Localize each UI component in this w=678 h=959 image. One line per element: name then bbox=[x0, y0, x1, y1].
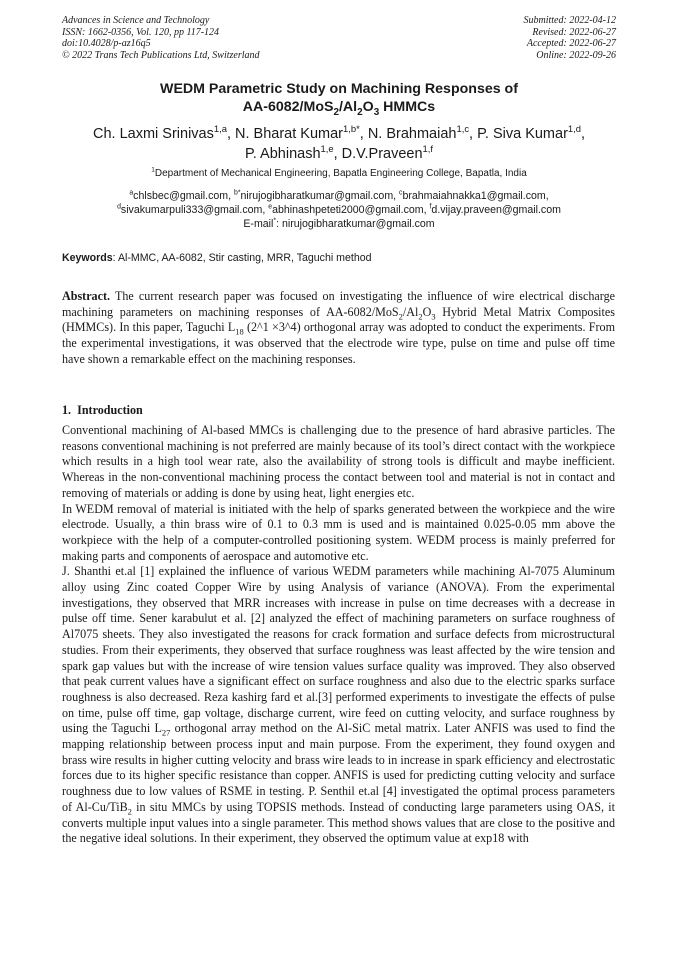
email-line-3 bbox=[62, 217, 616, 231]
abstract-subscript: 2 bbox=[418, 311, 423, 322]
keywords bbox=[62, 252, 616, 264]
author-line-2 bbox=[62, 144, 616, 164]
accepted-date: Accepted: 2022-06-27 bbox=[526, 38, 616, 49]
abstract bbox=[62, 289, 615, 368]
abstract-text: /Al bbox=[402, 304, 419, 319]
abstract-subscript: 2 bbox=[398, 311, 403, 322]
title-text: O bbox=[362, 99, 374, 115]
author-list bbox=[62, 124, 616, 164]
author-separator: , bbox=[226, 126, 235, 142]
author-separator: , bbox=[333, 146, 342, 162]
intro-subscript: 2 bbox=[127, 806, 132, 817]
intro-text: in situ MMCs by using TOPSIS methods. Instead of conducting large parameters using OAS, it converts multiple input values into a single parameter. This method shows values that are close to the positive and the negative ideal solutions. In their experiment, they observed the optimum value at exp18 with bbox=[62, 799, 615, 846]
author-affil-sup: 1,a bbox=[213, 123, 227, 135]
email-line-2 bbox=[62, 203, 616, 217]
email-line-1 bbox=[62, 189, 616, 203]
intro-paragraph-2: In WEDM removal of material is initiated with the help of sparks generated between the workpiece and the wire electrode. Usually, a thin brass wire of 0.1 to 0.3 mm is used and is maintained 0.025-0.05 mm above the workpiece with the help of a computer-controlled positioning system. WEDM process is mainly preferred for making parts and components of aerospace and automotive etc. bbox=[62, 501, 615, 563]
author-separator: , bbox=[359, 126, 368, 142]
title-subscript: 2 bbox=[333, 106, 339, 118]
email-link[interactable]: nirujogibharatkumar@gmail.com, bbox=[240, 190, 400, 202]
email-sup: d bbox=[117, 203, 121, 211]
submitted-date: Submitted: 2022-04-12 bbox=[523, 15, 616, 26]
journal-name: Advances in Science and Technology bbox=[62, 15, 210, 26]
title-subscript: 2 bbox=[357, 106, 363, 118]
title-text: /Al bbox=[338, 99, 358, 115]
author-separator: , bbox=[469, 126, 478, 142]
email-link[interactable]: chlsbec@gmail.com, bbox=[133, 190, 234, 202]
copyright-line: © 2022 Trans Tech Publications Ltd, Switzerland bbox=[62, 49, 260, 61]
abstract-subscript: 3 bbox=[431, 311, 436, 322]
author-line-1 bbox=[62, 124, 616, 144]
doi-line[interactable]: doi:10.4028/p-az16q5 bbox=[62, 38, 151, 49]
keywords-label: Keywords bbox=[62, 252, 113, 264]
intro-subscript: 27 bbox=[161, 727, 171, 738]
email-link[interactable]: abhinashpeteti2000@gmail.com, bbox=[272, 204, 430, 216]
affiliation-sup: 1 bbox=[151, 166, 155, 174]
author-name: D.V.Praveen bbox=[341, 146, 423, 162]
author-affil-sup: 1,b* bbox=[343, 123, 360, 135]
abstract-text: Hybrid Metal Matrix Composites (HMMCs). In this paper, Taguchi L bbox=[62, 304, 615, 335]
online-date: Online: 2022-09-26 bbox=[536, 49, 616, 61]
email-sup: f bbox=[429, 203, 432, 211]
email-block bbox=[62, 189, 616, 231]
revised-date: Revised: 2022-06-27 bbox=[532, 26, 616, 38]
affiliation-text: Department of Mechanical Engineering, Bapatla Engineering College, Bapatla, India bbox=[154, 168, 527, 179]
email-sup: b* bbox=[234, 189, 241, 197]
abstract-text: (2^1 ×3^4) orthogonal array was adopted to conduct the experiments. From the experimental investigations, it was observed that the electrode wire type, pulse on time and pulse off time have shown a remarkable effect on the machining responses. bbox=[62, 320, 615, 366]
section-heading bbox=[62, 403, 143, 418]
author-affil-sup: 1,d bbox=[567, 123, 581, 135]
title-text: HMMCs bbox=[379, 99, 436, 115]
intro-paragraph-1: Conventional machining of Al-based MMCs is challenging due to the presence of hard abrasive particles. The reasons conventional machining is not preferred are mainly because of its tool’s direct contact with the workpiece which results in a high tool wear rate, also the availability of strong tools is difficult and maybe inefficient. Whereas in the non-conventional machining process the contact between tool and material is not in contact and removing of materials or adding is done by using heat, light energies etc. bbox=[62, 423, 615, 500]
issn-line: ISSN: 1662-0356, Vol. 120, pp 117-124 bbox=[62, 26, 220, 38]
section-number: 1. bbox=[62, 403, 72, 417]
title-subscript: 3 bbox=[373, 106, 380, 118]
email-link[interactable]: d.vijay.praveen@gmail.com bbox=[431, 204, 561, 216]
title-line-2 bbox=[62, 98, 616, 116]
abstract-label: Abstract. bbox=[62, 289, 111, 303]
title-line-1: WEDM Parametric Study on Machining Responses of bbox=[160, 81, 518, 97]
introduction-body bbox=[62, 423, 615, 847]
author-name: P. Abhinash bbox=[244, 146, 321, 162]
author-affil-sup: 1,e bbox=[320, 143, 334, 155]
affiliation bbox=[62, 168, 616, 179]
journal-info bbox=[62, 15, 260, 61]
intro-paragraph-3 bbox=[62, 564, 615, 847]
dates-info bbox=[524, 15, 617, 61]
abstract-text: O bbox=[422, 304, 432, 319]
email-link[interactable]: sivakumarpuli333@gmail.com, bbox=[120, 204, 269, 216]
author-name: N. Bharat Kumar bbox=[235, 126, 343, 142]
author-affil-sup: 1,c bbox=[456, 123, 470, 135]
title-text: AA-6082/MoS bbox=[242, 99, 334, 115]
intro-text: J. Shanthi et.al [1] explained the influence of various WEDM parameters while machining Al-7075 Aluminum alloy using Zinc coated Copper Wire by using Analysis of variance (ANOVA). From the experimental investigations, they observed that MRR increases with increase in pulse on time decreases with a decrease in pulse off time. Sener karabulut et al. [2] analyzed the effect of machining parameters on surface roughness of Al7075 sheets. They also investigated the reasons for crack formation and surface defects from microstructural studies. From their experiments, they observed that surface roughness was least affected by the wire tension and spark gap values but with the increase of wire tension values surface quality was improved. They also observed that peak current values have a significant effect on surface roughness and also due to the electric sparks surface roughness is also decreased. Reza kashirg fard et al.[3] performed experiments to investigate the effects of pulse on time, pulse off time, gap voltage, discharge current, wire feed on cutting velocity, and surface roughness by using the Taguchi L bbox=[62, 564, 615, 736]
author-separator: , bbox=[580, 126, 586, 142]
contact-sup: * bbox=[273, 217, 277, 225]
section-title: Introduction bbox=[77, 403, 143, 417]
abstract-subscript: 18 bbox=[235, 326, 244, 337]
author-name: N. Brahmaiah bbox=[367, 126, 457, 142]
intro-text: orthogonal array method on the Al-SiC metal matrix. Later ANFIS was used to find the mapping relationship between process input and main purpose. From the experiment, they found oxygen and brass wire results in higher cutting velocity and brass wire leads to in increase in spark efficiency and electrostatic forces due to its higher specific resistance than copper. ANFIS is used for predicting cutting velocity and surface roughness due to low values of RSME in testing. P. Senthil et.al [4] investigated the optimal process parameters of Al-Cu/TiB bbox=[62, 721, 616, 814]
author-name: Ch. Laxmi Srinivas bbox=[92, 126, 214, 142]
abstract-text: The current research paper was focused on investigating the influence of wire electrical discharge machining parameters on machining responses of AA-6082/MoS bbox=[62, 289, 615, 319]
author-name: P. Siva Kumar bbox=[477, 126, 568, 142]
email-sup: c bbox=[399, 189, 403, 197]
keywords-text: : Al-MMC, AA-6082, Stir casting, MRR, Taguchi method bbox=[112, 252, 372, 264]
email-link[interactable]: brahmaiahnakka1@gmail.com, bbox=[402, 190, 549, 202]
contact-label: E-mail bbox=[243, 218, 274, 230]
paper-title bbox=[62, 80, 616, 116]
email-sup: e bbox=[268, 203, 273, 211]
author-affil-sup: 1,f bbox=[422, 143, 434, 155]
contact-email[interactable]: : nirujogibharatkumar@gmail.com bbox=[276, 218, 435, 230]
email-sup: a bbox=[129, 189, 134, 197]
